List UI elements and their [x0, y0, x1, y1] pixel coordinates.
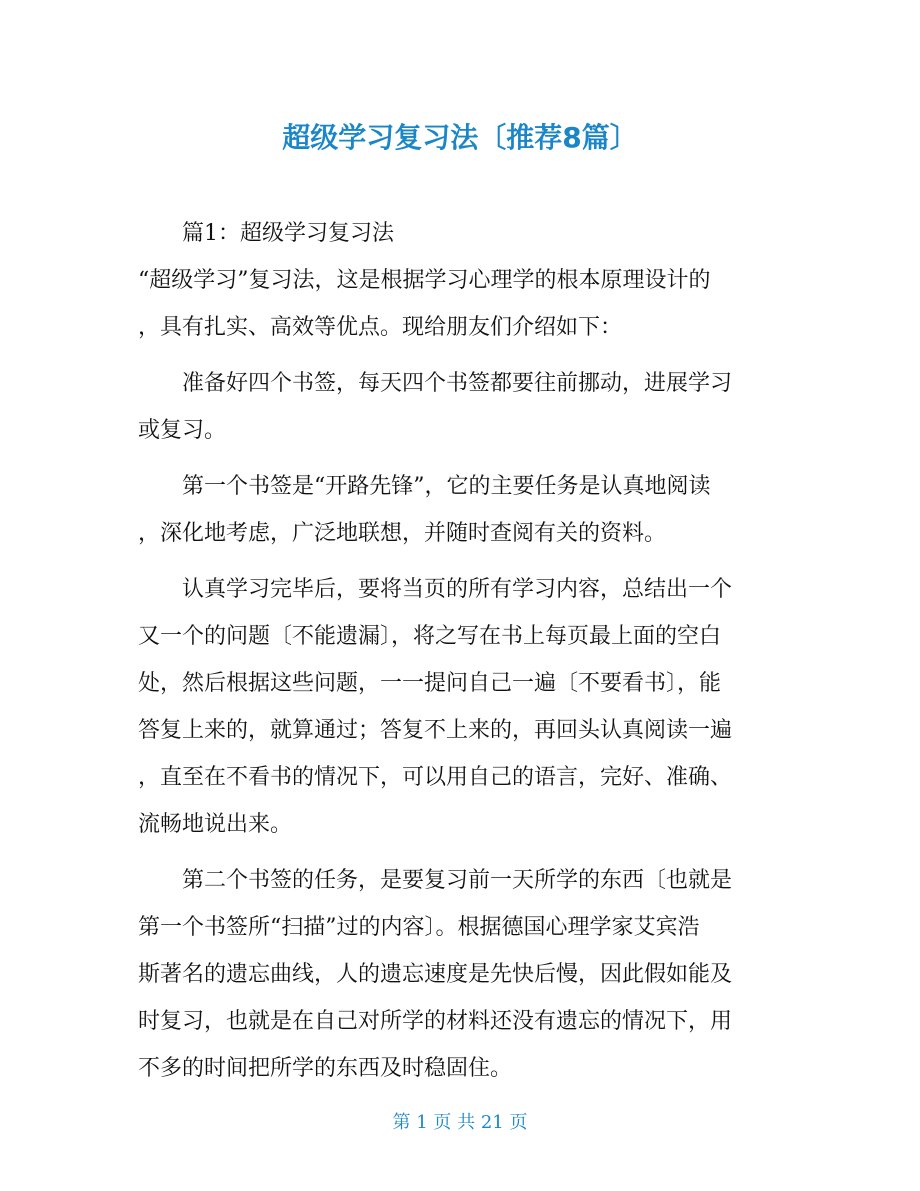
- text-line: 准备好四个书签，每天四个书签都要往前挪动，进展学习: [182, 371, 733, 396]
- text-line: ，直至在不看书的情况下，可以用自己的语言，完好、准确、: [138, 765, 733, 790]
- document-body: [138, 210, 788, 1092]
- text-line: 流畅地说出来。: [138, 812, 293, 837]
- document-title: 超级学习复习法〔推荐8篇〕: [282, 121, 638, 154]
- text-line: 又一个的问题〔不能遗漏〕，将之写在书上每页最上面的空白: [138, 624, 722, 649]
- text-line: 第一个书签所“扫描”过的内容〕。根据德国心理学家艾宾浩: [138, 915, 700, 940]
- text-line: ，具有扎实、高效等优点。现给朋友们介绍如下：: [138, 315, 623, 340]
- text-line: ，深化地考虑，广泛地联想，并随时查阅有关的资料。: [138, 521, 667, 546]
- text-line: 答复上来的，就算通过；答复不上来的，再回头认真阅读一遍: [138, 718, 733, 743]
- text-line: 斯著名的遗忘曲线，人的遗忘速度是先快后慢，因此假如能及: [138, 962, 733, 987]
- text-line: 不多的时间把所学的东西及时稳固住。: [138, 1056, 513, 1081]
- text-line: 时复习，也就是在自己对所学的材料还没有遗忘的情况下，用: [138, 1009, 733, 1034]
- text-line: 第二个书签的任务，是要复习前一天所学的东西〔也就是: [182, 868, 733, 893]
- text-line: 处，然后根据这些问题，一一提问自己一遍〔不要看书〕，能: [138, 671, 722, 696]
- text-line: 或复习。: [138, 418, 227, 443]
- page-footer: 第 1 页 共 21 页: [392, 1112, 528, 1133]
- text-line: 认真学习完毕后，要将当页的所有学习内容，总结出一个: [182, 577, 733, 602]
- text-line-section-heading: 篇1：超级学习复习法: [182, 221, 394, 246]
- text-line: “超级学习”复习法，这是根据学习心理学的根本原理设计的: [138, 268, 711, 293]
- text-line: 第一个书签是“开路先锋”，它的主要任务是认真地阅读: [182, 474, 711, 499]
